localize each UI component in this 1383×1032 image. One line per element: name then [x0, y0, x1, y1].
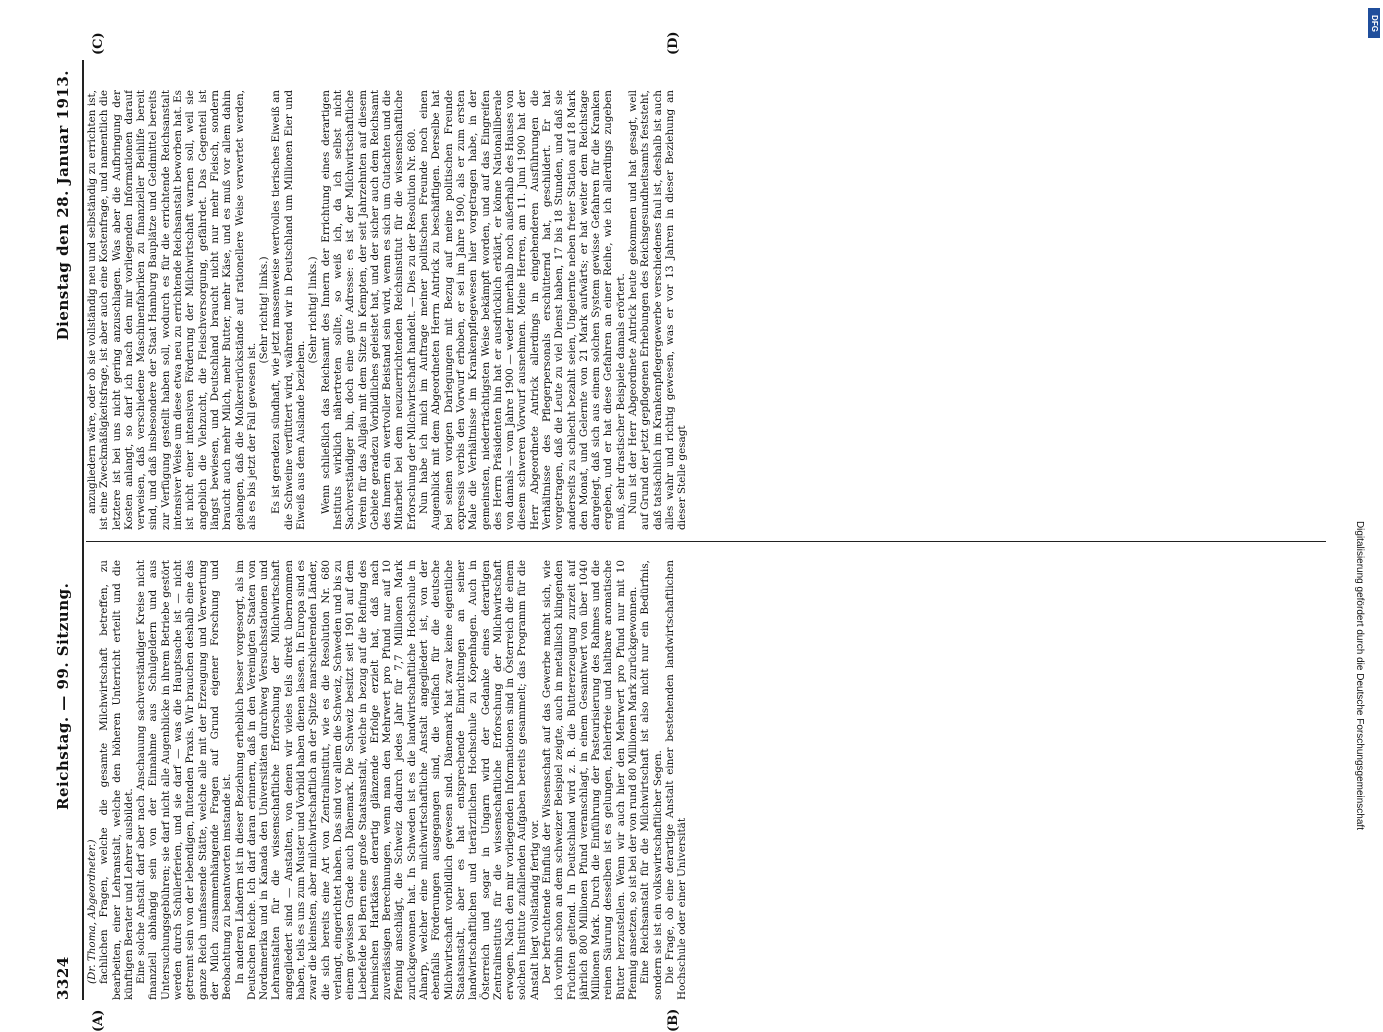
paragraph: fachlichen Fragen, welche die gesamte Milchwirtschaft betreffen, zu bearbeiten, einer Lehranstalt, welche den höheren Unterricht erteilt und die künftigen Berater und Lehrer ausbildet. — [98, 560, 135, 1000]
paragraph: Nun ist der Herr Abgeordnete Antrick heute gekommen und hat gesagt, weil auf Grund der jetzt gepflogenen Erhebungen des Reichsgesundheitsamts feststeht, daß tatsächlich im Krankenpflegergewerbe verschiedenes faul ist, deshalb ist auch alles wahr und richtig gewesen, was er vor 13 Jahren in dieser Beziehung an dieser Stelle gesagt — [627, 90, 689, 530]
column-divider — [86, 541, 1326, 542]
paragraph: Nun habe ich mich im Auftrage meiner politischen Freunde noch einen Augenblick mit dem Abgeordneten Herrn Antrick zu beschäftigen. Derselbe hat bei seinen vorigen Darlegungen mit Bezug auf meine politischen Freunde expressis verbis den Vorwurf erhoben, er sei im Jahre 1900, als er zum ersten Male die Verhältnisse im Krankenpflegewesen hier vorgetragen habe, in der gemeinsten, niederträchtigsten Weise bekämpft worden, und auf das Eingreifen des Herrn Präsidenten hin hat er ausdrücklich erklärt, er könne Nationalliberale von damals — vom Jahre 1900 — weder innerhalb noch außerhalb des Hauses von diesem schweren Vorwurf ausnehmen. Meine Herren, am 11. Juni 1900 hat der Herr Abgeordnete Antrick allerdings in eingehenderen Ausführungen die Verhältnisse des Pflegerpersonals erschütternd hat, geschildert. Er hat vorgetragen, daß die Leute zu viel Dienst haben, 17 bis 18 Stunden, und daß sie anderseits zu schlecht bezahlt seien, Ungelernte neben freier Station auf 18 Mark den Monat, und Gelernte von 21 Mark aufwärts; er hat weiter dem Reichstage dargelegt, daß sich aus einem solchen System gewisse Gefahren für die Kranken ergeben, und er hat diese Gefahren an einer Reihe, wie ich allerdings zugeben muß, sehr drastischer Beispiele damals erörtert. — [418, 90, 627, 530]
interjection: (Sehr richtig! links.) — [258, 256, 271, 364]
credit-text: Digitalisierung gefördert durch die Deutsche Forschungsgemeinschaft — [1354, 520, 1365, 830]
interjection: (Sehr richtig! links.) — [307, 256, 320, 364]
paragraph: Eine Reichsanstalt für die Milchwirtschaft ist also nicht nur ein Bedürfnis, sondern sie ist ein volkswirtschaftlicher Segen. — [639, 560, 664, 1000]
speaker-line: (Dr. Thoma, Abgeordneter.) — [86, 839, 98, 984]
session-date: Dienstag den 28. Januar 1913. — [54, 70, 72, 341]
page-header — [46, 60, 86, 1000]
paragraph: Es ist geradezu sündhaft, wie jetzt massenweise wertvolles tierisches Eiweiß an die Schweine verfüttert wird, während wir in Deutschland um Millionen Eier und Eiweiß aus dem Auslande beziehen. — [270, 90, 308, 530]
reichstag-protocol-page — [46, 31, 1336, 1032]
paragraph: In anderen Ländern ist in dieser Beziehung erheblich besser vorgesorgt, als im Deutschen Reiche. Ich darf daran erinnern, daß in den Vereinigten Staaten von Nordamerika und in Kanada den Universitäten durchweg Versuchsstationen und Lehranstalten für die wissenschaftliche Erforschung der Milchwirtschaft angegliedert sind — Anstalten, von denen wir vieles teils direkt übernommen haben, teils es uns zum Muster und Vorbild haben dienen lassen. In Europa sind es zwar die kleinsten, aber milchwirtschaftlich an der Spitze marschierenden Länder, die sich bereits eine Art von Zentralinstitut, wie es die Resolution Nr. 680 verlangt, eingerichtet haben. Das sind vor allem die Schweiz, Schweden und bis zu einem gewissen Grade auch Dänemark. Die Schweiz besitzt seit 1901 auf dem Liebefelde bei Bern eine große Staatsanstalt, welche in bezug auf die Reifung des heimischen Hartkäses derartig glänzende Erfolge erzielt hat, daß nach zuverlässigen Berechnungen, wenn man den Mehrwert pro Pfund nur auf 10 Pfennig anschlägt, die Schweiz dadurch jedes Jahr für 7,7 Millionen Mark zurückgewonnen hat. In Schweden ist es die landwirtschaftliche Hochschule in Alnarp, welcher eine milchwirtschaftliche Anstalt angegliedert ist, von der ebenfalls Förderungen ausgegangen sind, die vielfach für die deutsche Milchwirtschaft vorbildlich gewesen sind. Dänemark hat zwar keine eigentliche Staatsanstalt, aber es hat entsprechende Einrichtungen an seiner landwirtschaftlichen und tierärztlichen Hochschule zu Kopenhagen. Auch in Österreich und sogar in Ungarn wird der Gedanke eines derartigen Zentralinstituts für die wissenschaftliche Erforschung der Milchwirtschaft erwogen. Nach den mir vorliegenden Informationen sind in Österreich die einem solchen Institute zufallenden Aufgaben bereits gesammelt; das Programm für die Anstalt liegt vollständig fertig vor. — [233, 560, 541, 1000]
paragraph: anzugliedern wäre, oder ob sie vollständig neu und selbständig zu errichten ist, ist eine Zweckmäßigkeitsfrage, ist aber auch eine Kostenfrage, und namentlich die letztere ist bei uns nicht gering anzuschlagen. Was aber die Aufbringung der Kosten anlangt, so darf ich nach den mir vorliegenden Informationen darauf verweisen, daß verschiedene Maschinenfabriken zu finanzieller Beihilfe bereit sind, und daß insbesondere der Staat Hamburg Bauplätze und Geldmittel bereits zur Verfügung gestellt haben soll, wodurch es für die errichtende Reichsanstalt intensiver Weise um diese etwa neu zu errichtende Reichsanstalt beworben hat. Es ist nicht einer intensiven Förderung der Milchwirtschaft warnen soll, weil sie angeblich die Viehzucht, die Fleischversorgung, gefährdet. Das Gegenteil ist längst bewiesen, und Deutschland braucht nicht nur mehr Fleisch, sondern braucht auch mehr Milch, mehr Butter, mehr Käse, und es muß vor allem dahin gelangen, daß die Molkereirückstände auf rationellere Weise verwertet werden, als es bis jetzt der Fall gewesen ist. — [86, 90, 258, 530]
right-column — [86, 90, 1326, 530]
session-title: Reichstag. — 99. Sitzung. — [54, 582, 72, 810]
margin-marker-c: (C) — [91, 32, 106, 55]
digitization-credit — [1349, 10, 1369, 830]
page-number: 3324 — [54, 956, 72, 1000]
dfg-logo — [1368, 8, 1380, 38]
margin-marker-d: (D) — [666, 31, 681, 55]
paragraph: Die Frage, ob eine derartige Anstalt einer bestehenden landwirtschaftlichen Hochschule oder einer Universität — [663, 560, 689, 1000]
paragraph: Wenn schließlich das Reichsamt des Innern der Errichtung eines derartigen Instituts wirklich nähertreten sollte, so weiß ich, da ich selbst nicht Sachverständiger bin, doch eine gute Adresse: es ist der Milchwirtschaftliche Verein für das Allgäu mit dem Sitze in Kempten, der seit Jahrzehnten auf diesem Gebiete geradezu Vorbildliches geleistet hat, und der sicher auch dem Reichsamt des Innern ein wertvoller Beistand sein wird, wenn es sich um Gutachten und die Mitarbeit bei dem neuzuerrichtenden Reichsinstitut für die wissenschaftliche Erforschung der Milchwirtschaft handelt. — Dies zu der Resolution Nr. 680. — [319, 90, 418, 530]
margin-marker-b: (B) — [666, 1008, 681, 1032]
dfg-logo-text: DFG — [1369, 14, 1379, 32]
paragraph: Der befruchtende Einfluß der Wissenschaft auf das Gewerbe macht sich, wie ich vorhin schon an dem schweizer Beispiel zeigte, auch in metallisch klingenden Früchten geltend. In Deutschland wird z. B. die Buttererzeugung zurzeit auf jährlich 800 Millionen Pfund veranschlagt, in einem Gesamtwert von über 1040 Millionen Mark. Durch die Einführung der Pasteurisierung des Rahmes und die reinen Säurung desselben ist es gelungen, fehlerfreie und haltbare aromatische Butter herzustellen. Wenn wir auch hier den Mehrwert pro Pfund nur mit 10 Pfennig ansetzen, so ist bei der von rund 80 Millionen Mark zurückgewonnen. — [540, 560, 640, 1000]
margin-marker-a: (A) — [91, 1009, 106, 1032]
paragraph: Eine solche Anstalt darf aber nach Anschauung sachverständiger Kreise nicht finanziell abhängig sein von der Einnahme aus Schulgeldern und aus Untersuchungsgebühren; sie darf nicht alle Augenblicke in ihrem Betriebe gestört werden durch Schülerferien, und sie darf — was die Hauptsache ist — nicht getrennt sein von der lebendigen, flutenden Praxis. Wir brauchen deshalb eine das ganze Reich umfassende Stätte, welche alle mit der Erzeugung und Verwertung der Milch zusammenhängende Fragen auf Grund eigener Forschung und Beobachtung zu beantworten imstande ist. — [135, 560, 234, 1000]
left-column — [86, 560, 1326, 1000]
header-rule — [82, 60, 84, 1000]
